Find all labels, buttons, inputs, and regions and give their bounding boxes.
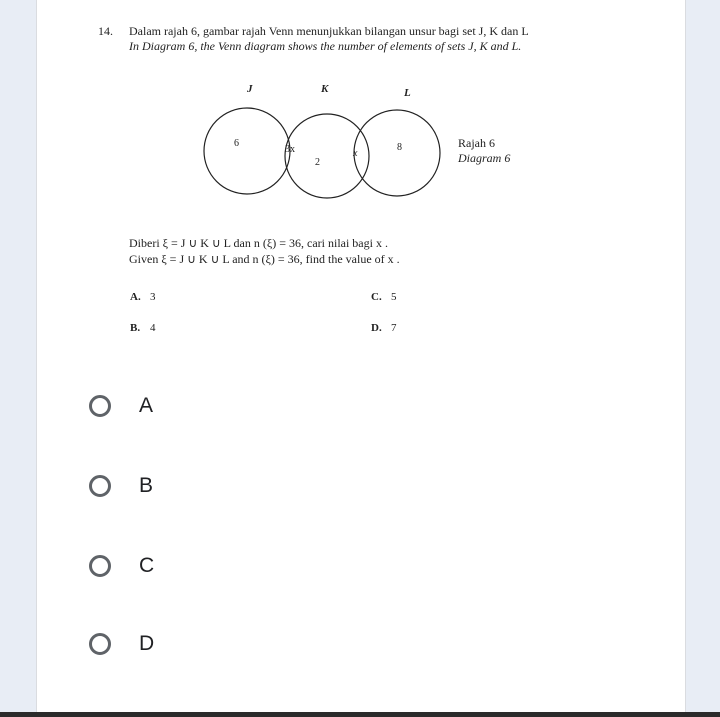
region-j-only: 6 <box>234 138 239 149</box>
radio-a[interactable] <box>89 395 111 417</box>
region-k-and-l: x <box>353 148 358 159</box>
question-image <box>37 0 685 360</box>
choice-b-label: B <box>139 474 154 497</box>
region-j-and-k: 3x <box>285 144 295 155</box>
venn-diagram <box>37 0 685 360</box>
option-a-value: 3 <box>150 291 156 303</box>
option-c-value: 5 <box>391 291 397 303</box>
option-d-letter: D. <box>371 322 382 334</box>
radio-c[interactable] <box>89 555 111 577</box>
choice-d-label: D <box>139 632 155 655</box>
diagram-caption-malay: Rajah 6 <box>458 136 495 150</box>
region-j-k-l: 2 <box>315 157 320 168</box>
radio-b[interactable] <box>89 475 111 497</box>
set-j-circle <box>204 108 290 194</box>
option-a <box>130 291 156 303</box>
set-l-circle <box>354 110 440 196</box>
option-b <box>130 322 156 334</box>
option-c <box>371 291 397 303</box>
option-d <box>371 322 397 334</box>
question-number: 14. <box>98 24 113 38</box>
region-l-only: 8 <box>397 142 402 153</box>
choice-c[interactable] <box>89 546 154 586</box>
question-card <box>36 0 686 712</box>
radio-d[interactable] <box>89 633 111 655</box>
set-j-label: J <box>247 83 253 95</box>
option-a-letter: A. <box>130 291 141 303</box>
choice-d[interactable] <box>89 624 154 664</box>
option-b-letter: B. <box>130 322 141 334</box>
choice-a[interactable] <box>89 386 153 426</box>
option-c-letter: C. <box>371 291 382 303</box>
choice-c-label: C <box>139 554 155 577</box>
given-malay: Diberi ξ = J ∪ K ∪ L dan n (ξ) = 36, cari nilai bagi x . <box>129 236 388 250</box>
diagram-caption <box>458 136 510 166</box>
choice-a-label: A <box>139 394 154 417</box>
option-d-value: 7 <box>391 322 397 334</box>
bottom-border <box>0 712 720 717</box>
set-k-label: K <box>321 83 329 95</box>
choice-b[interactable] <box>89 466 153 506</box>
set-l-label: L <box>404 87 411 99</box>
question-text-english: In Diagram 6, the Venn diagram shows the number of elements of sets J, K and L. <box>129 39 522 53</box>
diagram-caption-english: Diagram 6 <box>458 151 511 165</box>
option-b-value: 4 <box>150 322 156 334</box>
given-english: Given ξ = J ∪ K ∪ L and n (ξ) = 36, find the value of x . <box>129 252 400 266</box>
question-text-malay: Dalam rajah 6, gambar rajah Venn menunjukkan bilangan unsur bagi set J, K dan L <box>129 24 529 38</box>
